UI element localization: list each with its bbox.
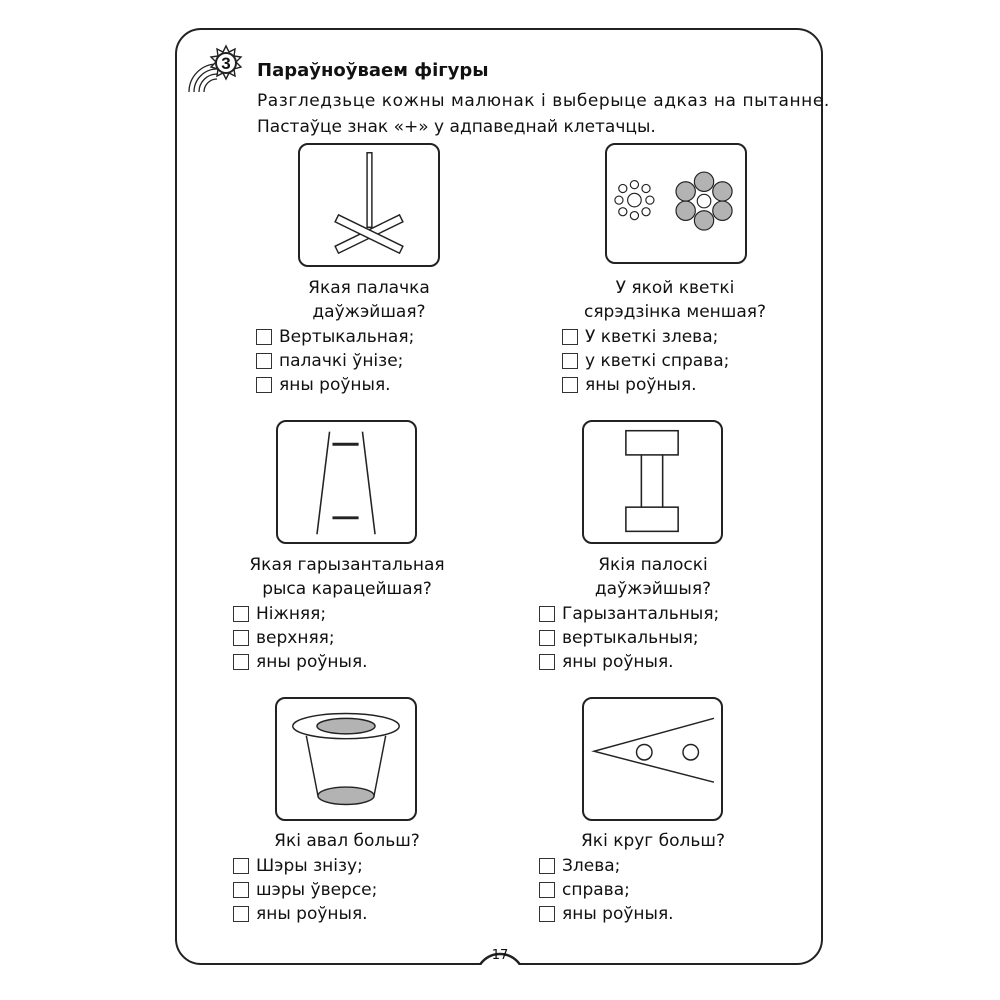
options-2 [562,325,729,397]
options-5 [233,854,377,926]
options-4 [539,602,719,674]
answer-checkbox[interactable] [233,906,249,922]
answer-checkbox[interactable] [233,882,249,898]
options-6 [539,854,674,926]
answer-checkbox[interactable] [256,329,272,345]
option: шэры ўверсе; [233,878,377,902]
option: Шэры знізу; [233,854,377,878]
option: Злева; [539,854,674,878]
answer-checkbox[interactable] [562,377,578,393]
exercise-title: Параўноўваем фігуры [257,60,489,81]
option: яны роўныя. [233,650,368,674]
options-1 [256,325,414,397]
answer-checkbox[interactable] [233,630,249,646]
picture-triangle-circles [582,697,723,821]
answer-checkbox[interactable] [539,606,555,622]
page-number: 17 [491,948,509,963]
option: справа; [539,878,674,902]
exercise-instruction [257,88,830,140]
option: яны роўныя. [256,373,414,397]
option: у кветкі справа; [562,349,729,373]
option: Ніжняя; [233,602,368,626]
option: Гарызантальныя; [539,602,719,626]
picture-bars [582,420,723,544]
option: Вертыкальная; [256,325,414,349]
option: палачкі ўнізе; [256,349,414,373]
option: яны роўныя. [233,902,377,926]
answer-checkbox[interactable] [256,377,272,393]
answer-checkbox[interactable] [539,654,555,670]
exercise-sun-badge [183,40,249,94]
question-3: Якая гарызантальная рыса карацейшая? [249,555,445,599]
answer-checkbox[interactable] [233,606,249,622]
answer-checkbox[interactable] [256,353,272,369]
option: У кветкі злева; [562,325,729,349]
picture-pot-ovals [275,697,417,821]
answer-checkbox[interactable] [539,882,555,898]
answer-checkbox[interactable] [539,630,555,646]
answer-checkbox[interactable] [539,906,555,922]
picture-flowers [605,143,747,264]
exercise-number: 3 [221,54,231,73]
question-5: Які авал больш? [274,831,420,851]
question-2: У якой кветкі сярэдзінка меншая? [583,278,767,322]
option: яны роўныя. [562,373,729,397]
answer-checkbox[interactable] [539,858,555,874]
question-1: Якая палачка даўжэйшая? [308,278,430,322]
option: яны роўныя. [539,902,674,926]
instruction-line-1: Разгледзьце кожны малюнак і выберыце адказ на пытанне. [257,91,830,111]
picture-sticks [298,143,440,267]
answer-checkbox[interactable] [562,329,578,345]
answer-checkbox[interactable] [562,353,578,369]
option: верхняя; [233,626,368,650]
option: яны роўныя. [539,650,719,674]
answer-checkbox[interactable] [233,654,249,670]
picture-converging-lines [276,420,417,544]
question-4: Якія палоскі даўжэйшыя? [594,555,712,599]
option: вертыкальныя; [539,626,719,650]
options-3 [233,602,368,674]
question-6: Які круг больш? [580,831,725,851]
instruction-line-2: Пастаўце знак «+» у адпаведнай клетачцы. [257,117,656,137]
answer-checkbox[interactable] [233,858,249,874]
